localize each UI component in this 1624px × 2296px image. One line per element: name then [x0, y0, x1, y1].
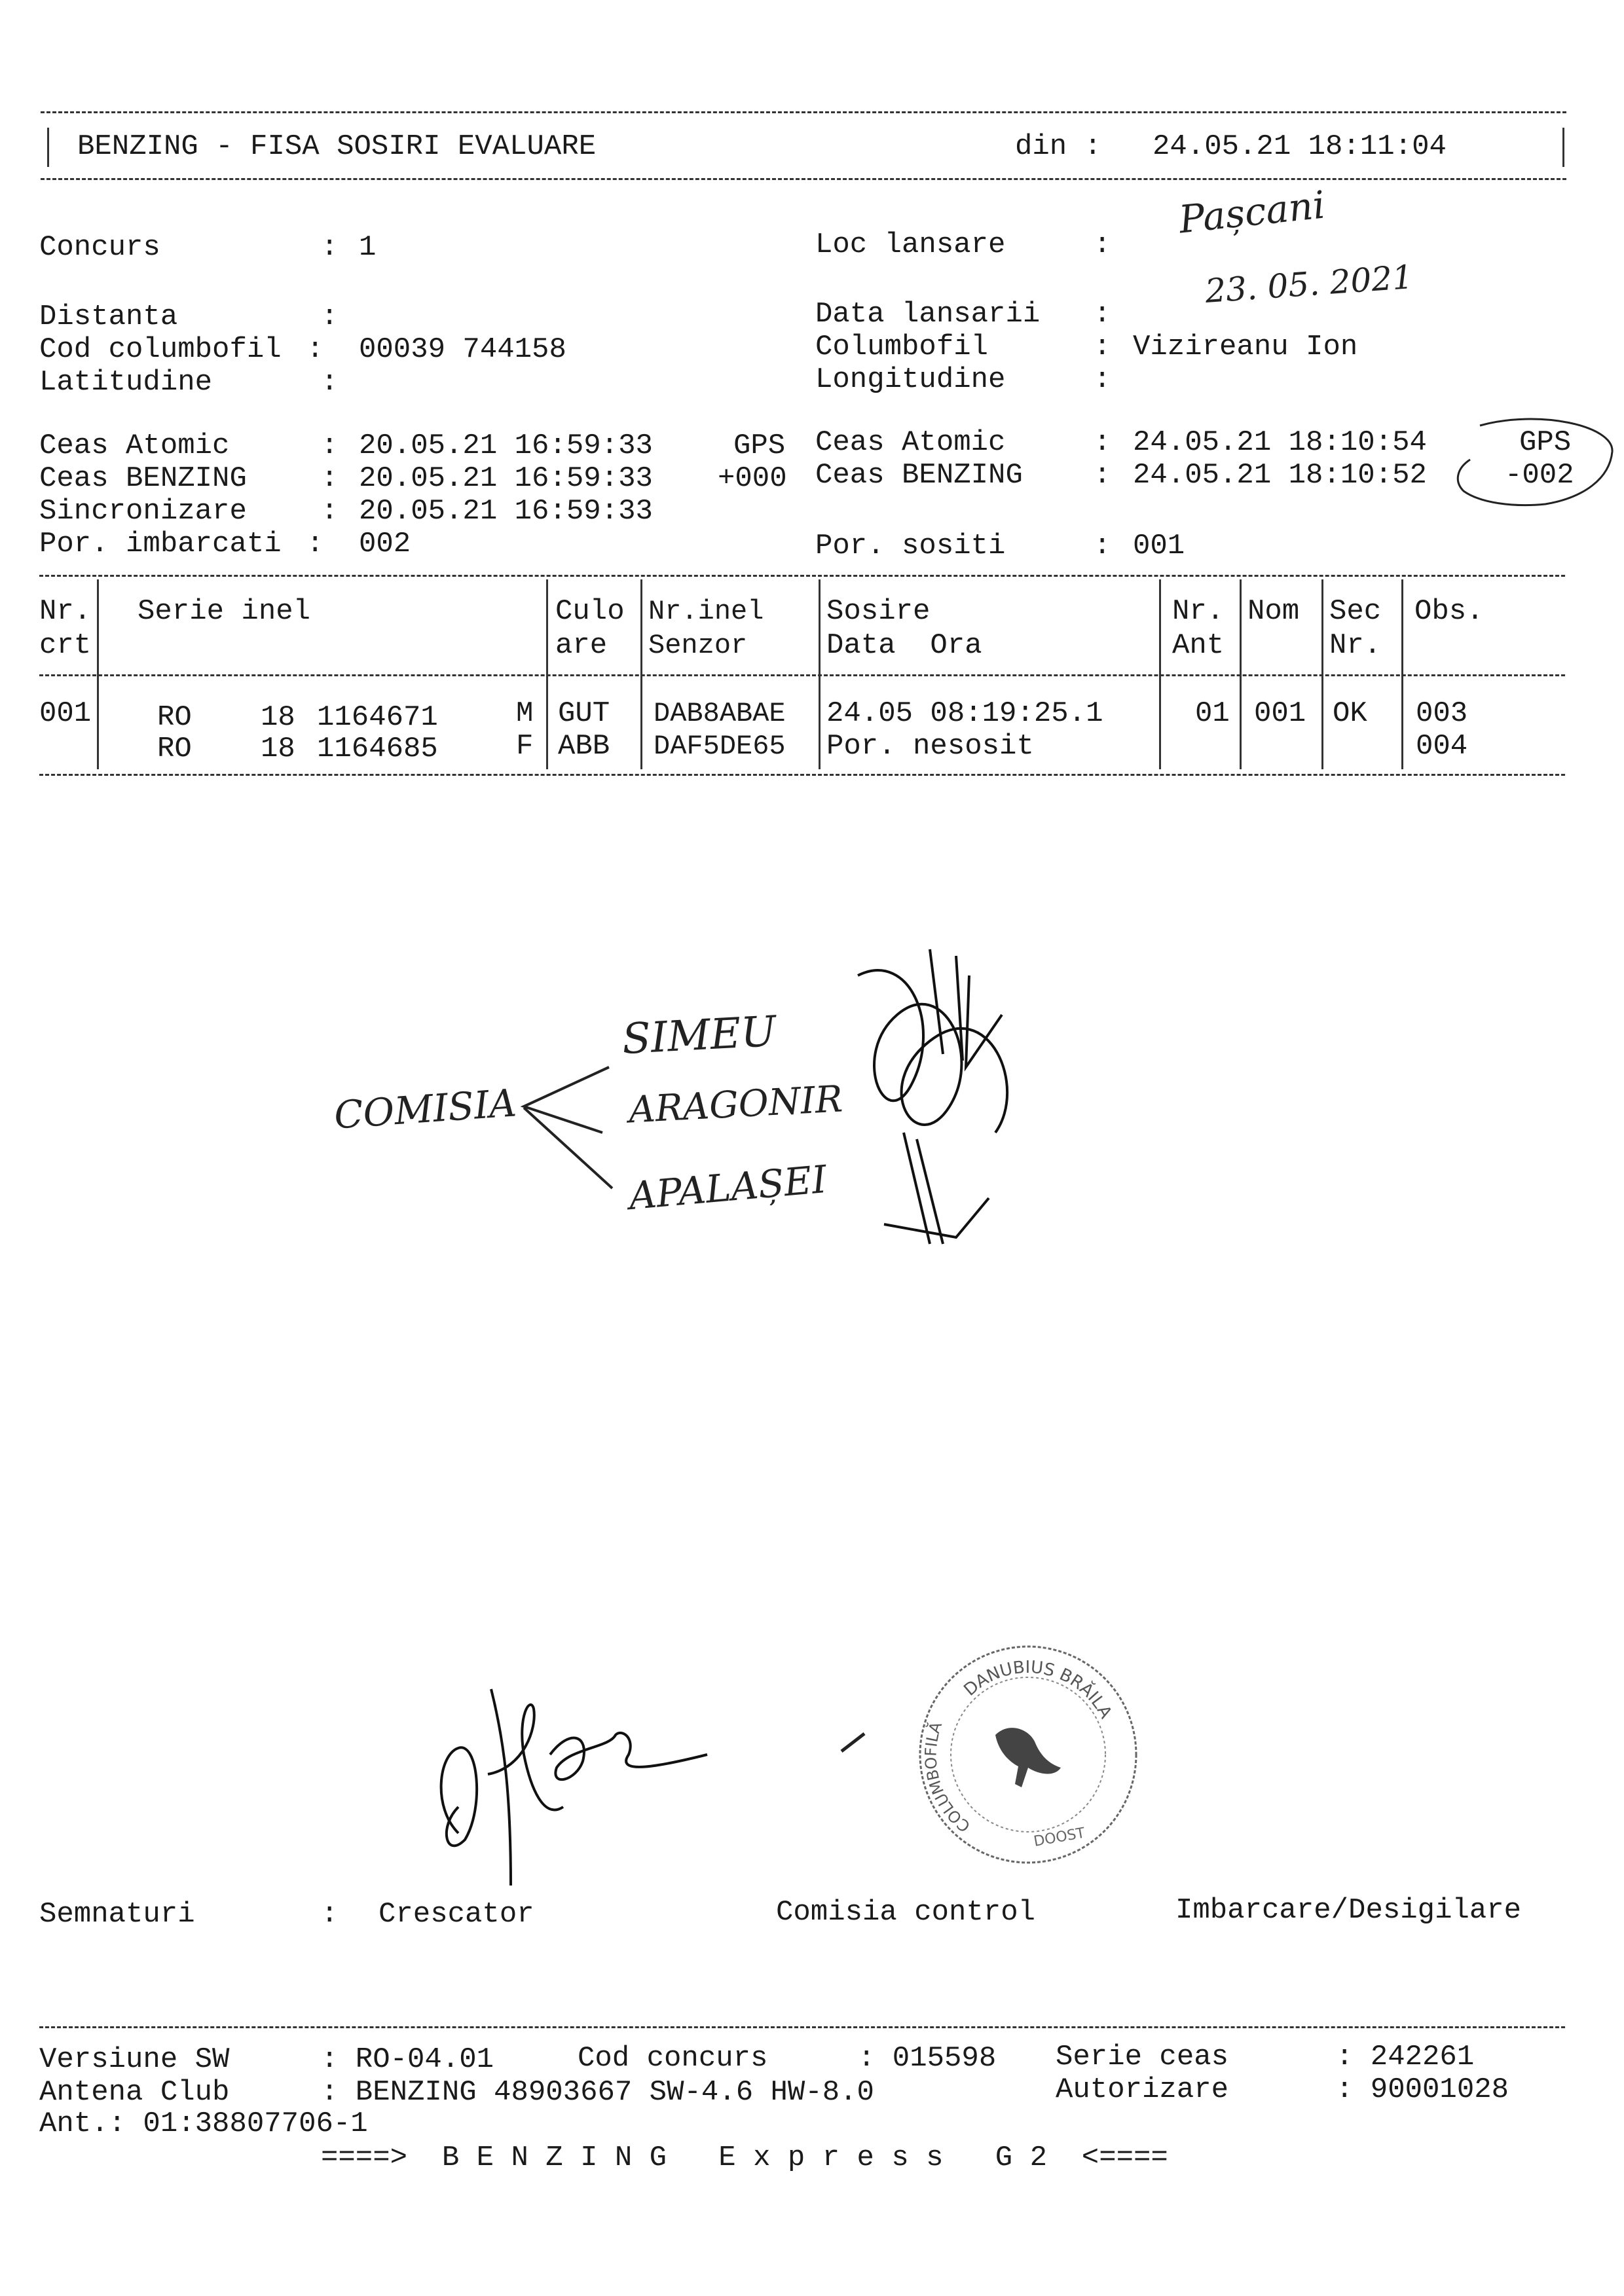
clock-serial-label: Serie ceas: [1056, 2041, 1229, 2073]
antenna-id-line: Ant.: 01:38807706-1: [39, 2107, 368, 2140]
clock-left-benzing-label: Ceas BENZING: [39, 462, 247, 495]
clock-right-benzing-label: Ceas BENZING: [815, 459, 1023, 492]
handwritten-commission-label: COMISIA: [332, 1080, 518, 1138]
header-right-rule: [1562, 128, 1564, 167]
row1-arrival: 24.05 08:19:25.1: [826, 697, 1103, 730]
boarded-label: Por. imbarcati: [39, 528, 282, 560]
row1-sensor: DAB8ABAE: [654, 698, 786, 729]
row2-color: ABB: [558, 730, 610, 763]
bird-emblem-icon: [995, 1728, 1061, 1787]
club-stamp: [910, 1637, 1146, 1872]
th-nr: Nr.: [39, 595, 92, 628]
footer-rule: [39, 2026, 1565, 2028]
auth-label: Autorizare: [1056, 2073, 1229, 2106]
clock-left-atomic-extra: GPS: [733, 429, 786, 462]
boarded-sep: :: [306, 528, 324, 560]
stamp-text-left: COLUMBOFILĂ: [921, 1719, 974, 1836]
th-nom: Nom: [1247, 595, 1300, 628]
col-sep-5: [1159, 579, 1161, 769]
latitudine-sep: :: [321, 366, 339, 399]
signature-breeder-label: Crescator: [378, 1898, 534, 1931]
th-obs: Obs.: [1414, 595, 1484, 628]
stamp-text-right: DOOST: [1032, 1825, 1086, 1850]
antenna-value: : BENZING 48903667 SW-4.6 HW-8.0: [321, 2076, 874, 2109]
th-nr-ant-2: Ant: [1172, 629, 1225, 662]
col-sep-8: [1401, 579, 1403, 769]
cod-columbofil-sep: :: [306, 333, 324, 366]
col-sep-6: [1240, 579, 1242, 769]
boarded-value: 002: [359, 528, 411, 560]
row1-sec: OK: [1333, 697, 1367, 730]
th-nr-2: crt: [39, 629, 92, 662]
signature-boarding-label: Imbarcare/Desigilare: [1175, 1894, 1522, 1927]
col-sep-1: [97, 579, 99, 769]
breeder-signature: [419, 1676, 720, 1899]
handwritten-name-2: ARAGONIR: [627, 1078, 844, 1132]
row1-ant: 01: [1195, 697, 1230, 730]
clock-left-atomic-label: Ceas Atomic: [39, 429, 230, 462]
header-date-label: din :: [1015, 130, 1102, 163]
signatures-sep: :: [321, 1898, 339, 1931]
col-sep-2: [546, 579, 548, 769]
th-culoare: Culo: [555, 595, 625, 628]
clock-right-atomic-label: Ceas Atomic: [815, 426, 1006, 459]
row2-obs: 004: [1416, 730, 1468, 763]
columbofil-value: Vizireanu Ion: [1133, 331, 1358, 363]
version-value: : RO-04.01: [321, 2043, 494, 2076]
handwritten-name-1: SIMEU: [621, 1007, 778, 1065]
col-sep-3: [640, 579, 642, 769]
clock-right-benzing-value: 24.05.21 18:10:52: [1133, 459, 1427, 492]
clock-left-atomic-value: 20.05.21 16:59:33: [359, 429, 653, 462]
clock-right-benzing-extra: -002: [1505, 459, 1574, 492]
hand-drawn-circle: [1441, 412, 1624, 543]
contest-code-label: Cod concurs: [578, 2042, 768, 2075]
signature-commission-label: Comisia control: [776, 1896, 1036, 1929]
columbofil-label: Columbofil: [815, 331, 989, 363]
clock-left-atomic-sep: :: [321, 429, 339, 462]
antenna-label: Antena Club: [39, 2076, 230, 2109]
handwritten-launch-date: 23. 05. 2021: [1204, 257, 1414, 311]
sync-value: 20.05.21 16:59:33: [359, 495, 653, 528]
cod-columbofil-value: 00039 744158: [359, 333, 566, 366]
longitudine-sep: :: [1094, 363, 1111, 396]
row2-arrival: Por. nesosit: [826, 730, 1034, 763]
cod-columbofil-label: Cod columbofil: [39, 333, 282, 366]
row1-obs: 003: [1416, 697, 1468, 730]
clock-serial-value: : 242261: [1336, 2041, 1475, 2073]
arrived-label: Por. sositi: [815, 530, 1006, 562]
th-data-ora: Data Ora: [826, 629, 982, 662]
row1-year: 18: [261, 701, 295, 734]
row2-year: 18: [261, 733, 295, 765]
sync-label: Sincronizare: [39, 495, 247, 528]
row1-ring: 1164671: [317, 701, 438, 734]
contest-code-value: : 015598: [858, 2042, 997, 2075]
col-sep-7: [1321, 579, 1323, 769]
handwritten-launch-place: Pașcani: [1177, 182, 1327, 242]
row2-sex: F: [516, 730, 534, 763]
table-top-rule: [39, 575, 1565, 577]
th-senzor: Senzor: [648, 630, 748, 661]
clock-right-benzing-sep: :: [1094, 459, 1111, 492]
th-sec: Sec: [1329, 595, 1382, 628]
row2-country: RO: [157, 733, 192, 765]
auth-value: : 90001028: [1336, 2073, 1509, 2106]
arrived-value: 001: [1133, 530, 1185, 562]
benzing-express-banner: ====> B E N Z I N G E x p r e s s G 2 <====: [321, 2141, 1168, 2174]
th-sec-nr: Nr.: [1329, 629, 1382, 662]
table-bottom-rule: [39, 774, 1565, 776]
clock-left-benzing-value: 20.05.21 16:59:33: [359, 462, 653, 495]
row1-country: RO: [157, 701, 192, 734]
document-title: BENZING - FISA SOSIRI EVALUARE: [77, 130, 597, 163]
clock-left-benzing-extra: +000: [718, 462, 787, 495]
data-lansarii-sep: :: [1094, 298, 1111, 331]
header-left-rule: [47, 128, 49, 167]
distanta-label: Distanta: [39, 301, 178, 333]
signatures-label: Semnaturi: [39, 1898, 195, 1931]
clock-right-atomic-value: 24.05.21 18:10:54: [1133, 426, 1427, 459]
concurs-value: 1: [359, 231, 377, 264]
concurs-sep: :: [321, 231, 339, 264]
concurs-label: Concurs: [39, 231, 160, 264]
commission-bracket: [511, 1054, 622, 1218]
row2-ring: 1164685: [317, 733, 438, 765]
row1-sex: M: [516, 697, 534, 730]
row1-nr: 001: [39, 697, 92, 730]
longitudine-label: Longitudine: [815, 363, 1006, 396]
th-sosire: Sosire: [826, 595, 931, 628]
latitudine-label: Latitudine: [39, 366, 213, 399]
col-sep-4: [819, 579, 821, 769]
columbofil-sep: :: [1094, 331, 1111, 363]
table-header-rule: [39, 674, 1565, 676]
distanta-sep: :: [321, 301, 339, 333]
loc-lansare-sep: :: [1094, 228, 1111, 261]
row2-sensor: DAF5DE65: [654, 731, 786, 762]
th-serie-inel: Serie inel: [138, 595, 311, 628]
clock-left-benzing-sep: :: [321, 462, 339, 495]
loc-lansare-label: Loc lansare: [815, 228, 1006, 261]
header-date-value: 24.05.21 18:11:04: [1153, 130, 1447, 163]
data-lansarii-label: Data lansarii: [815, 298, 1041, 331]
header-top-rule: [41, 111, 1566, 113]
version-label: Versiune SW: [39, 2043, 230, 2076]
stamp-mark-dash: [838, 1728, 871, 1755]
sync-sep: :: [321, 495, 339, 528]
header-bottom-rule: [41, 178, 1566, 180]
stamp-text-top: DANUBIUS BRĂILA: [960, 1657, 1116, 1722]
arrived-sep: :: [1094, 530, 1111, 562]
row1-nom: 001: [1254, 697, 1306, 730]
th-nr-ant: Nr.: [1172, 595, 1225, 628]
th-culoare-2: are: [555, 629, 608, 662]
th-nr-inel: Nr.inel: [648, 596, 764, 627]
clock-right-atomic-sep: :: [1094, 426, 1111, 459]
clock-right-atomic-extra: GPS: [1519, 426, 1572, 459]
commission-signature-scribble: [832, 936, 1048, 1277]
handwritten-name-3: APALAȘEI: [627, 1156, 829, 1219]
row1-color: GUT: [558, 697, 610, 730]
